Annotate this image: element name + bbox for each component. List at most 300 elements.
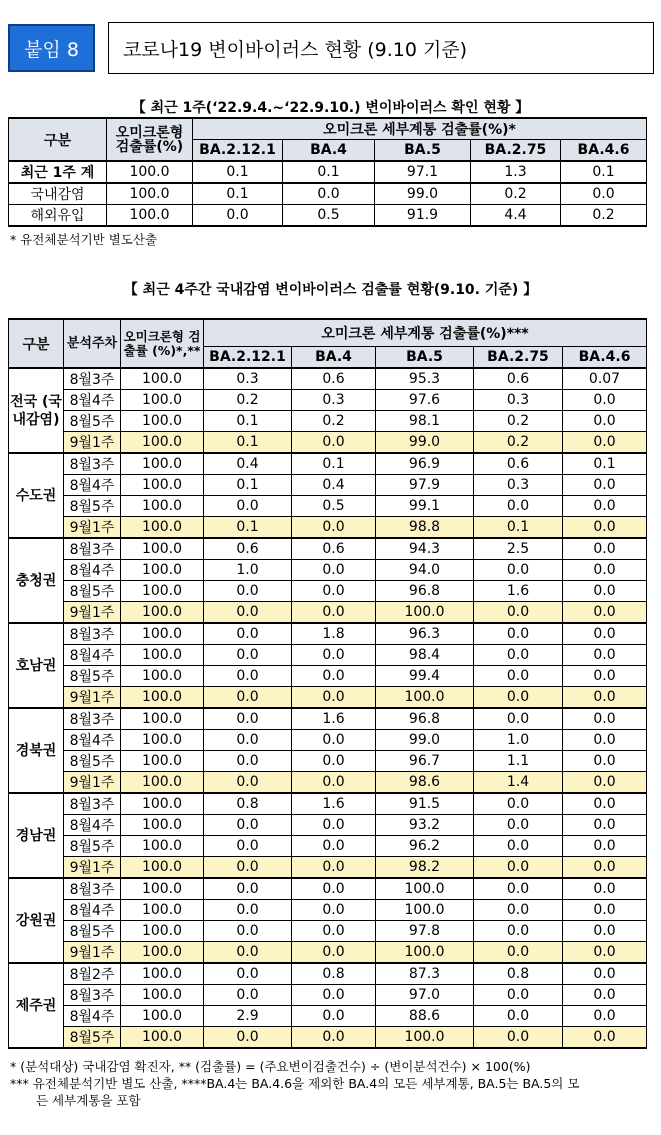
omicron-rate: 100.0: [121, 772, 204, 794]
omicron-rate: 100.0: [121, 730, 204, 751]
week-label: 8월3주: [64, 708, 121, 730]
region-name: 경남권: [9, 793, 64, 878]
subvariant-rate: 0.0: [563, 517, 647, 539]
week-label: 8월4주: [64, 560, 121, 581]
subvariant-rate: 100.0: [376, 900, 474, 921]
t2-subcol: BA.5: [376, 347, 474, 369]
table-row: [9, 793, 647, 815]
subvariant-rate: 96.3: [376, 623, 474, 645]
subvariant-rate: 100.0: [376, 1027, 474, 1049]
table1-note: * 유전체분석기반 별도산출: [10, 232, 158, 247]
t1-subcol: BA.4: [283, 140, 375, 162]
omicron-rate: 100.0: [121, 581, 204, 602]
table-row: [9, 538, 647, 560]
omicron-rate: 100.0: [121, 687, 204, 709]
table-row: [9, 1027, 647, 1049]
subvariant-rate: 0.0: [204, 878, 292, 900]
table-row: [9, 751, 647, 772]
subvariant-rate: 96.8: [376, 708, 474, 730]
subvariant-rate: 0.0: [292, 666, 376, 687]
subvariant-rate: 0.0: [563, 730, 647, 751]
subvariant-rate: 0.0: [204, 963, 292, 985]
subvariant-rate: 0.1: [204, 517, 292, 539]
subvariant-rate: 0.0: [563, 687, 647, 709]
subvariant-rate: 0.0: [474, 942, 563, 964]
table2-title: 【 최근 4주간 국내감염 변이바이러스 검출률 현황(9.10. 기준) 】: [123, 282, 538, 298]
subvariant-rate: 1.0: [204, 560, 292, 581]
week-label: 9월1주: [64, 772, 121, 794]
subvariant-rate: 0.0: [474, 687, 563, 709]
omicron-rate: 100.0: [121, 538, 204, 560]
week-label: 8월3주: [64, 985, 121, 1006]
subvariant-rate: 0.1: [204, 475, 292, 496]
subvariant-rate: 97.1: [375, 161, 471, 183]
subvariant-rate: 97.9: [376, 475, 474, 496]
table-row: [9, 836, 647, 857]
subvariant-rate: 94.3: [376, 538, 474, 560]
week-label: 8월5주: [64, 581, 121, 602]
subvariant-rate: 0.0: [563, 815, 647, 836]
week-label: 9월1주: [64, 432, 121, 454]
subvariant-rate: 0.8: [292, 963, 376, 985]
subvariant-rate: 0.2: [204, 390, 292, 411]
subvariant-rate: 0.0: [193, 205, 283, 227]
subvariant-rate: 0.0: [204, 942, 292, 964]
week-label: 8월5주: [64, 411, 121, 432]
week-label: 9월1주: [64, 857, 121, 879]
subvariant-rate: 0.0: [204, 900, 292, 921]
subvariant-rate: 0.0: [563, 666, 647, 687]
omicron-rate: 100.0: [121, 751, 204, 772]
subvariant-rate: 0.0: [563, 793, 647, 815]
subvariant-rate: 0.6: [474, 453, 563, 475]
subvariant-rate: 0.0: [563, 772, 647, 794]
subvariant-rate: 0.2: [292, 411, 376, 432]
subvariant-rate: 0.0: [204, 645, 292, 666]
subvariant-rate: 0.0: [204, 751, 292, 772]
subvariant-rate: 0.0: [292, 878, 376, 900]
subvariant-rate: 0.0: [563, 921, 647, 942]
subvariant-rate: 0.6: [292, 368, 376, 390]
t1-subcol: BA.5: [375, 140, 471, 162]
t1-subcol: BA.2.12.1: [193, 140, 283, 162]
subvariant-rate: 0.0: [474, 708, 563, 730]
week-label: 8월5주: [64, 496, 121, 517]
omicron-rate: 100.0: [121, 645, 204, 666]
table-row: [9, 942, 647, 964]
subvariant-rate: 0.1: [561, 161, 647, 183]
subvariant-rate: 0.0: [292, 772, 376, 794]
week-label: 8월3주: [64, 878, 121, 900]
week-label: 8월5주: [64, 836, 121, 857]
omicron-rate: 100.0: [121, 1006, 204, 1027]
subvariant-rate: 1.3: [471, 161, 561, 183]
week-label: 8월4주: [64, 390, 121, 411]
omicron-rate: 100.0: [121, 985, 204, 1006]
subvariant-rate: 0.5: [292, 496, 376, 517]
table-row: [9, 1006, 647, 1027]
t1-subcol: BA.4.6: [561, 140, 647, 162]
week-label: 8월5주: [64, 1027, 121, 1049]
subvariant-rate: 0.0: [292, 836, 376, 857]
subvariant-rate: 0.0: [563, 496, 647, 517]
subvariant-rate: 0.0: [474, 602, 563, 624]
subvariant-rate: 0.0: [474, 1006, 563, 1027]
t2-header-group: 구분: [9, 319, 64, 368]
attachment-badge: 붙임 8: [8, 24, 95, 72]
table-row: [9, 602, 647, 624]
subvariant-rate: 100.0: [376, 602, 474, 624]
subvariant-rate: 0.0: [474, 900, 563, 921]
subvariant-rate: 0.0: [563, 751, 647, 772]
subvariant-rate: 97.8: [376, 921, 474, 942]
subvariant-rate: 0.0: [563, 1027, 647, 1049]
subvariant-rate: 0.6: [292, 538, 376, 560]
subvariant-rate: 0.4: [292, 475, 376, 496]
subvariant-rate: 1.8: [292, 623, 376, 645]
subvariant-rate: 0.0: [292, 730, 376, 751]
table-row: [9, 963, 647, 985]
subvariant-rate: 96.8: [376, 581, 474, 602]
week-label: 8월3주: [64, 538, 121, 560]
week-label: 9월1주: [64, 517, 121, 539]
subvariant-rate: 0.1: [204, 411, 292, 432]
subvariant-rate: 96.9: [376, 453, 474, 475]
subvariant-rate: 96.2: [376, 836, 474, 857]
table-row: [9, 475, 647, 496]
subvariant-rate: 0.8: [474, 963, 563, 985]
subvariant-rate: 0.0: [474, 793, 563, 815]
table-row: [9, 623, 647, 645]
subvariant-rate: 1.0: [474, 730, 563, 751]
subvariant-rate: 0.0: [563, 645, 647, 666]
row-label: 국내감염: [9, 183, 107, 205]
region-name: 수도권: [9, 453, 64, 538]
table-row: [9, 560, 647, 581]
subvariant-rate: 0.0: [204, 815, 292, 836]
table-row: [9, 453, 647, 475]
week-label: 8월4주: [64, 730, 121, 751]
subvariant-rate: 0.0: [204, 581, 292, 602]
subvariant-rate: 0.0: [563, 560, 647, 581]
table-row: [9, 666, 647, 687]
subvariant-rate: 98.6: [376, 772, 474, 794]
subvariant-rate: 0.0: [474, 645, 563, 666]
table-row: [9, 496, 647, 517]
subvariant-rate: 0.0: [292, 602, 376, 624]
subvariant-rate: 0.0: [292, 432, 376, 454]
table-row: [9, 985, 647, 1006]
subvariant-rate: 0.0: [563, 432, 647, 454]
subvariant-rate: 0.0: [204, 857, 292, 879]
subvariant-rate: 0.0: [563, 708, 647, 730]
subvariant-rate: 0.0: [563, 900, 647, 921]
subvariant-rate: 99.1: [376, 496, 474, 517]
subvariant-rate: 0.0: [474, 921, 563, 942]
table-row: [9, 708, 647, 730]
t2-subcol: BA.4.6: [563, 347, 647, 369]
subvariant-rate: 0.0: [292, 942, 376, 964]
omicron-rate: 100.0: [121, 900, 204, 921]
region-name: 호남권: [9, 623, 64, 708]
omicron-rate: 100.0: [121, 857, 204, 879]
subvariant-rate: 0.0: [292, 921, 376, 942]
subvariant-rate: 0.1: [283, 161, 375, 183]
t1-header-group: 구분: [9, 118, 107, 161]
omicron-rate: 100.0: [107, 161, 193, 183]
subvariant-rate: 0.0: [474, 560, 563, 581]
subvariant-rate: 0.0: [563, 581, 647, 602]
t2-header-week: 분석주차: [64, 319, 121, 368]
t2-header-omicron: 오미크론형 검출률 (%)*,**: [121, 319, 204, 368]
page-title: 코로나19 변이바이러스 현황 (9.10 기준): [108, 22, 654, 74]
note-line-2: *** 유전체분석기반 별도 산출, ****BA.4는 BA.4.6을 제외한 BA.4의 모든 세부계통, BA.5는 BA.5의 모: [10, 1076, 580, 1091]
omicron-rate: 100.0: [121, 666, 204, 687]
subvariant-rate: 0.3: [292, 390, 376, 411]
omicron-rate: 100.0: [121, 623, 204, 645]
table-row: [9, 432, 647, 454]
week-label: 8월4주: [64, 900, 121, 921]
subvariant-rate: 0.0: [474, 1027, 563, 1049]
subvariant-rate: 0.0: [204, 836, 292, 857]
table-row: [9, 815, 647, 836]
table-row: [9, 581, 647, 602]
subvariant-rate: 0.2: [474, 411, 563, 432]
week-label: 8월3주: [64, 453, 121, 475]
subvariant-rate: 0.0: [292, 751, 376, 772]
subvariant-rate: 0.0: [474, 496, 563, 517]
subvariant-rate: 0.0: [474, 878, 563, 900]
t1-header-omicron: 오미크론형 검출률(%): [107, 118, 193, 161]
subvariant-rate: 0.1: [193, 183, 283, 205]
subvariant-rate: 0.2: [561, 205, 647, 227]
note-line-1: * (분석대상) 국내감염 확진자, ** (검출률) = (주요변이검출건수) ÷ (변이분석건수) × 100(%): [10, 1059, 531, 1074]
subvariant-rate: 2.5: [474, 538, 563, 560]
omicron-rate: 100.0: [121, 368, 204, 390]
omicron-rate: 100.0: [121, 1027, 204, 1049]
subvariant-rate: 0.0: [474, 815, 563, 836]
subvariant-rate: 0.0: [563, 411, 647, 432]
subvariant-rate: 0.2: [471, 183, 561, 205]
week-label: 8월2주: [64, 963, 121, 985]
t2-header-sub: 오미크론 세부계통 검출률(%)***: [204, 319, 647, 347]
subvariant-rate: 0.0: [292, 857, 376, 879]
row-label: 해외유입: [9, 205, 107, 227]
subvariant-rate: 0.2: [474, 432, 563, 454]
week-label: 8월5주: [64, 666, 121, 687]
subvariant-rate: 0.0: [204, 772, 292, 794]
table-row: [9, 687, 647, 709]
subvariant-rate: 97.0: [376, 985, 474, 1006]
subvariant-rate: 0.0: [292, 815, 376, 836]
t1-header-sub: 오미크론 세부계통 검출률(%)*: [193, 118, 647, 140]
table-row: [9, 921, 647, 942]
region-name: 강원권: [9, 878, 64, 963]
subvariant-rate: 99.4: [376, 666, 474, 687]
subvariant-rate: 0.6: [474, 368, 563, 390]
omicron-rate: 100.0: [121, 963, 204, 985]
region-name: 충청권: [9, 538, 64, 623]
table-row: [9, 183, 647, 205]
subvariant-rate: 0.3: [204, 368, 292, 390]
region-name: 제주권: [9, 963, 64, 1048]
omicron-rate: 100.0: [121, 475, 204, 496]
subvariant-rate: 91.9: [375, 205, 471, 227]
subvariant-rate: 97.6: [376, 390, 474, 411]
subvariant-rate: 98.2: [376, 857, 474, 879]
subvariant-rate: 0.0: [474, 857, 563, 879]
region-name: 경북권: [9, 708, 64, 793]
subvariant-rate: 100.0: [376, 687, 474, 709]
omicron-rate: 100.0: [107, 205, 193, 227]
t2-subcol: BA.2.75: [474, 347, 563, 369]
omicron-rate: 100.0: [121, 496, 204, 517]
subvariant-rate: 0.0: [292, 560, 376, 581]
row-label: 최근 1주 계: [9, 161, 107, 183]
subvariant-rate: 0.0: [292, 1027, 376, 1049]
subvariant-rate: 98.1: [376, 411, 474, 432]
week-label: 8월3주: [64, 623, 121, 645]
table-row: [9, 411, 647, 432]
subvariant-rate: 99.0: [376, 432, 474, 454]
table-row: [9, 517, 647, 539]
subvariant-rate: 96.7: [376, 751, 474, 772]
subvariant-rate: 0.0: [204, 602, 292, 624]
subvariant-rate: 1.6: [292, 708, 376, 730]
omicron-rate: 100.0: [121, 708, 204, 730]
subvariant-rate: 0.0: [204, 666, 292, 687]
table-row: [9, 645, 647, 666]
subvariant-rate: 0.0: [561, 183, 647, 205]
subvariant-rate: 0.0: [563, 602, 647, 624]
subvariant-rate: 0.0: [563, 1006, 647, 1027]
region-name: 전국 (국내감염): [9, 368, 64, 453]
omicron-rate: 100.0: [121, 942, 204, 964]
week-label: 9월1주: [64, 602, 121, 624]
omicron-rate: 100.0: [121, 921, 204, 942]
regional-variant-table: [8, 318, 647, 1049]
table-row: [9, 390, 647, 411]
subvariant-rate: 0.0: [204, 985, 292, 1006]
table-row: [9, 900, 647, 921]
week-label: 8월4주: [64, 645, 121, 666]
table-row: [9, 878, 647, 900]
subvariant-rate: 4.4: [471, 205, 561, 227]
subvariant-rate: 0.0: [474, 836, 563, 857]
subvariant-rate: 1.4: [474, 772, 563, 794]
subvariant-rate: 0.0: [563, 963, 647, 985]
subvariant-rate: 93.2: [376, 815, 474, 836]
week-label: 8월3주: [64, 793, 121, 815]
omicron-rate: 100.0: [121, 560, 204, 581]
subvariant-rate: 99.0: [375, 183, 471, 205]
subvariant-rate: 0.1: [204, 432, 292, 454]
subvariant-rate: 99.0: [376, 730, 474, 751]
omicron-rate: 100.0: [121, 390, 204, 411]
subvariant-rate: 0.1: [292, 453, 376, 475]
subvariant-rate: 0.0: [204, 623, 292, 645]
subvariant-rate: 88.6: [376, 1006, 474, 1027]
week-label: 8월4주: [64, 1006, 121, 1027]
subvariant-rate: 0.1: [193, 161, 283, 183]
subvariant-rate: 0.0: [292, 581, 376, 602]
week-label: 8월4주: [64, 475, 121, 496]
subvariant-rate: 0.0: [474, 623, 563, 645]
table2-notes: [10, 1058, 579, 1109]
week-label: 8월5주: [64, 751, 121, 772]
subvariant-rate: 0.0: [563, 985, 647, 1006]
omicron-rate: 100.0: [107, 183, 193, 205]
subvariant-rate: 0.3: [474, 475, 563, 496]
omicron-rate: 100.0: [121, 602, 204, 624]
table-row: [9, 368, 647, 390]
subvariant-rate: 0.0: [204, 1027, 292, 1049]
omicron-rate: 100.0: [121, 793, 204, 815]
subvariant-rate: 0.0: [563, 390, 647, 411]
subvariant-rate: 0.0: [474, 985, 563, 1006]
subvariant-rate: 0.4: [204, 453, 292, 475]
week-label: 8월3주: [64, 368, 121, 390]
subvariant-rate: 98.8: [376, 517, 474, 539]
subvariant-rate: 0.0: [292, 900, 376, 921]
subvariant-rate: 0.0: [204, 730, 292, 751]
omicron-rate: 100.0: [121, 517, 204, 539]
week-label: 9월1주: [64, 942, 121, 964]
subvariant-rate: 0.0: [292, 985, 376, 1006]
subvariant-rate: 0.8: [204, 793, 292, 815]
subvariant-rate: 0.0: [204, 687, 292, 709]
subvariant-rate: 0.5: [283, 205, 375, 227]
subvariant-rate: 1.6: [474, 581, 563, 602]
subvariant-rate: 91.5: [376, 793, 474, 815]
subvariant-rate: 1.6: [292, 793, 376, 815]
table1-title: 【 최근 1주(‘22.9.4.~‘22.9.10.) 변이바이러스 확인 현황 】: [131, 100, 530, 116]
subvariant-rate: 0.0: [563, 857, 647, 879]
omicron-rate: 100.0: [121, 453, 204, 475]
subvariant-rate: 98.4: [376, 645, 474, 666]
week-label: 8월5주: [64, 921, 121, 942]
t2-subcol: BA.4: [292, 347, 376, 369]
subvariant-rate: 100.0: [376, 942, 474, 964]
subvariant-rate: 0.0: [292, 1006, 376, 1027]
omicron-rate: 100.0: [121, 815, 204, 836]
subvariant-rate: 0.0: [563, 836, 647, 857]
subvariant-rate: 95.3: [376, 368, 474, 390]
subvariant-rate: 0.0: [204, 921, 292, 942]
subvariant-rate: 0.1: [563, 453, 647, 475]
subvariant-rate: 0.07: [563, 368, 647, 390]
table-row: [9, 772, 647, 794]
t1-subcol: BA.2.75: [471, 140, 561, 162]
subvariant-rate: 0.3: [474, 390, 563, 411]
subvariant-rate: 2.9: [204, 1006, 292, 1027]
subvariant-rate: 0.0: [283, 183, 375, 205]
subvariant-rate: 0.1: [474, 517, 563, 539]
table-row: [9, 730, 647, 751]
subvariant-rate: 0.6: [204, 538, 292, 560]
subvariant-rate: 0.0: [204, 708, 292, 730]
subvariant-rate: 0.0: [474, 666, 563, 687]
table-row: [9, 161, 647, 183]
weekly-variant-table: [8, 117, 647, 227]
omicron-rate: 100.0: [121, 878, 204, 900]
subvariant-rate: 0.0: [292, 517, 376, 539]
note-line-3: 든 세부계통을 포함: [36, 1093, 141, 1108]
subvariant-rate: 0.0: [204, 496, 292, 517]
subvariant-rate: 0.0: [563, 538, 647, 560]
subvariant-rate: 0.0: [563, 878, 647, 900]
omicron-rate: 100.0: [121, 432, 204, 454]
